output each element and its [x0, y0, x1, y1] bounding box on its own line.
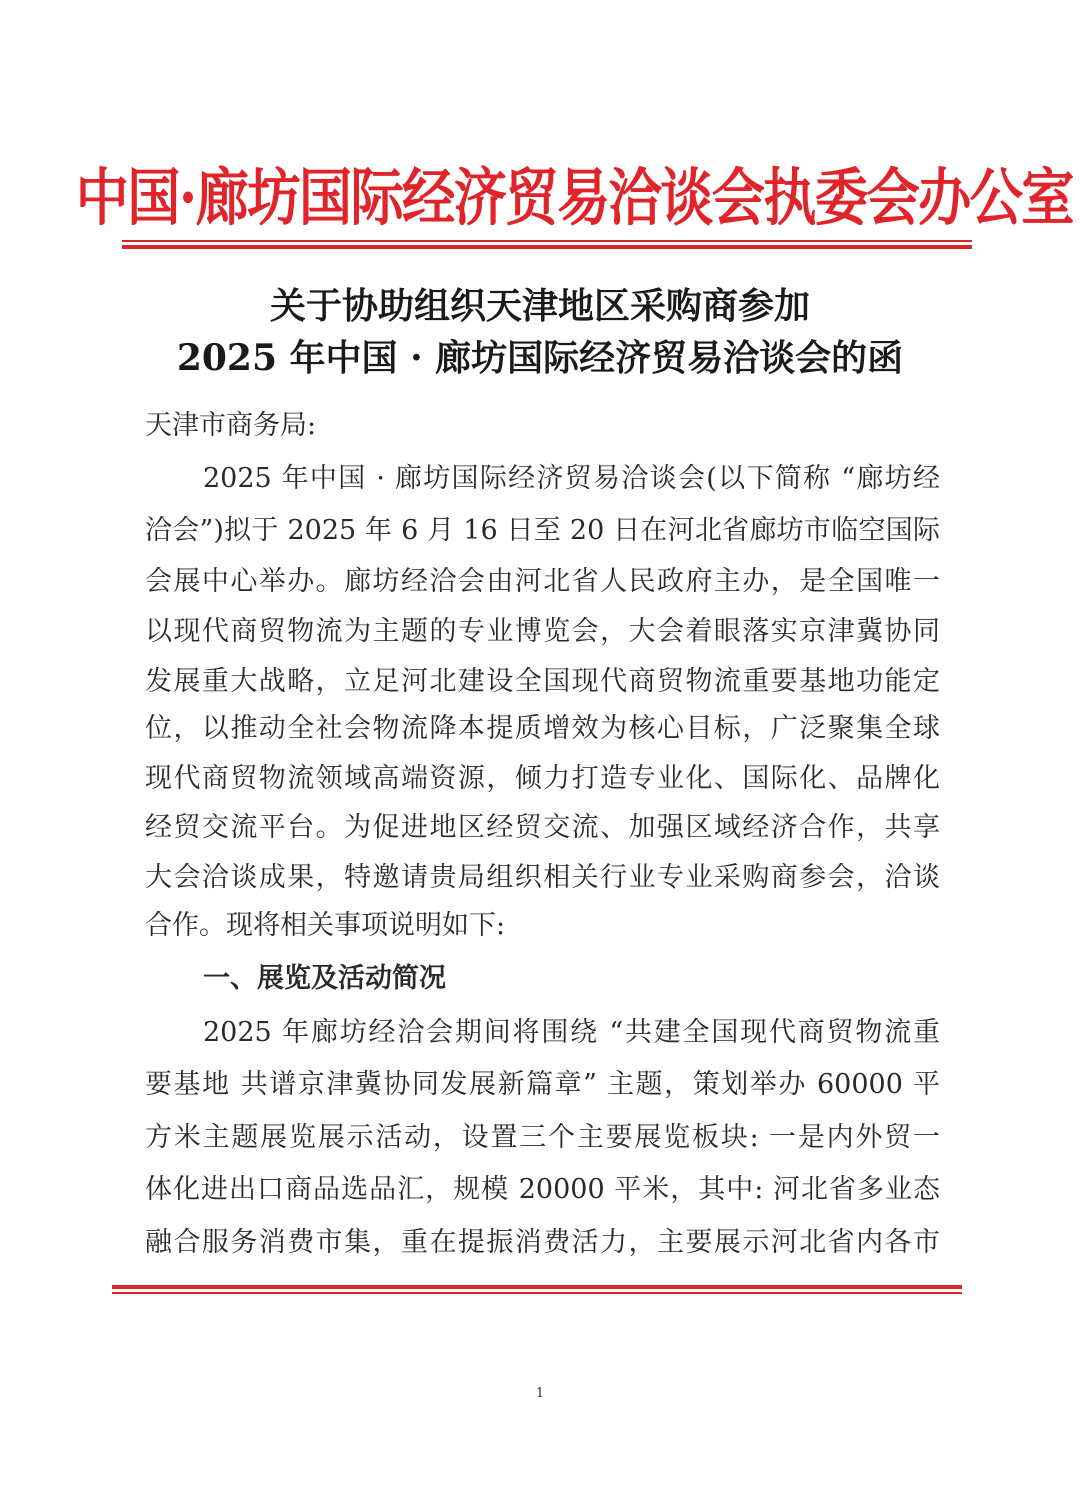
- salutation: 天津市商务局:: [145, 410, 317, 441]
- body-line: 现代商贸物流领域高端资源，倾力打造专业化、国际化、品牌化: [145, 763, 940, 794]
- section-line: 融合服务消费市集，重在提振消费活力，主要展示河北省内各市: [145, 1227, 940, 1258]
- body-line: 会展中心举办。廊坊经洽会由河北省人民政府主办，是全国唯一: [145, 566, 940, 597]
- body-line: 洽会”)拟于 2025 年 6 月 16 日至 20 日在河北省廊坊市临空国际: [145, 515, 940, 546]
- section-heading: 一、展览及活动简况: [203, 963, 446, 994]
- body-line: 以现代商贸物流为主题的专业博览会，大会着眼落实京津冀协同: [145, 616, 940, 647]
- section-line: 要基地 共谱京津冀协同发展新篇章” 主题，策划举办 60000 平: [145, 1069, 940, 1100]
- page-number: 1: [535, 1386, 545, 1401]
- section-line: 方米主题展览展示活动，设置三个主要展览板块: 一是内外贸一: [145, 1122, 940, 1153]
- letterhead-rule-thick: [122, 245, 972, 249]
- body-line: 位，以推动全社会物流降本提质增效为核心目标，广泛聚集全球: [145, 713, 940, 744]
- section-line: 体化进出口商品选品汇，规模 20000 平米，其中: 河北省多业态: [145, 1174, 940, 1205]
- body-line: 大会洽谈成果，特邀请贵局组织相关行业专业采购商参会，洽谈: [145, 862, 940, 893]
- body-line: 经贸交流平台。为促进地区经贸交流、加强区域经济合作，共享: [145, 812, 940, 843]
- document-title-line1: 关于协助组织天津地区采购商参加: [269, 285, 810, 327]
- body-line: 合作。现将相关事项说明如下:: [145, 910, 506, 941]
- document-title-line2: 2025 年中国 · 廊坊国际经济贸易洽谈会的函: [176, 337, 904, 379]
- organization-letterhead: 中国·廊坊国际经济贸易洽谈会执委会办公室: [75, 161, 1073, 234]
- footer-rule-thin: [112, 1292, 962, 1294]
- body-line: 2025 年中国 · 廊坊国际经济贸易洽谈会(以下简称 “廊坊经: [203, 463, 940, 494]
- footer-rule-thick: [112, 1285, 962, 1289]
- body-line: 发展重大战略，立足河北建设全国现代商贸物流重要基地功能定: [145, 666, 940, 697]
- letterhead-rule-thin: [122, 240, 972, 242]
- section-line: 2025 年廊坊经洽会期间将围绕 “共建全国现代商贸物流重: [203, 1017, 940, 1048]
